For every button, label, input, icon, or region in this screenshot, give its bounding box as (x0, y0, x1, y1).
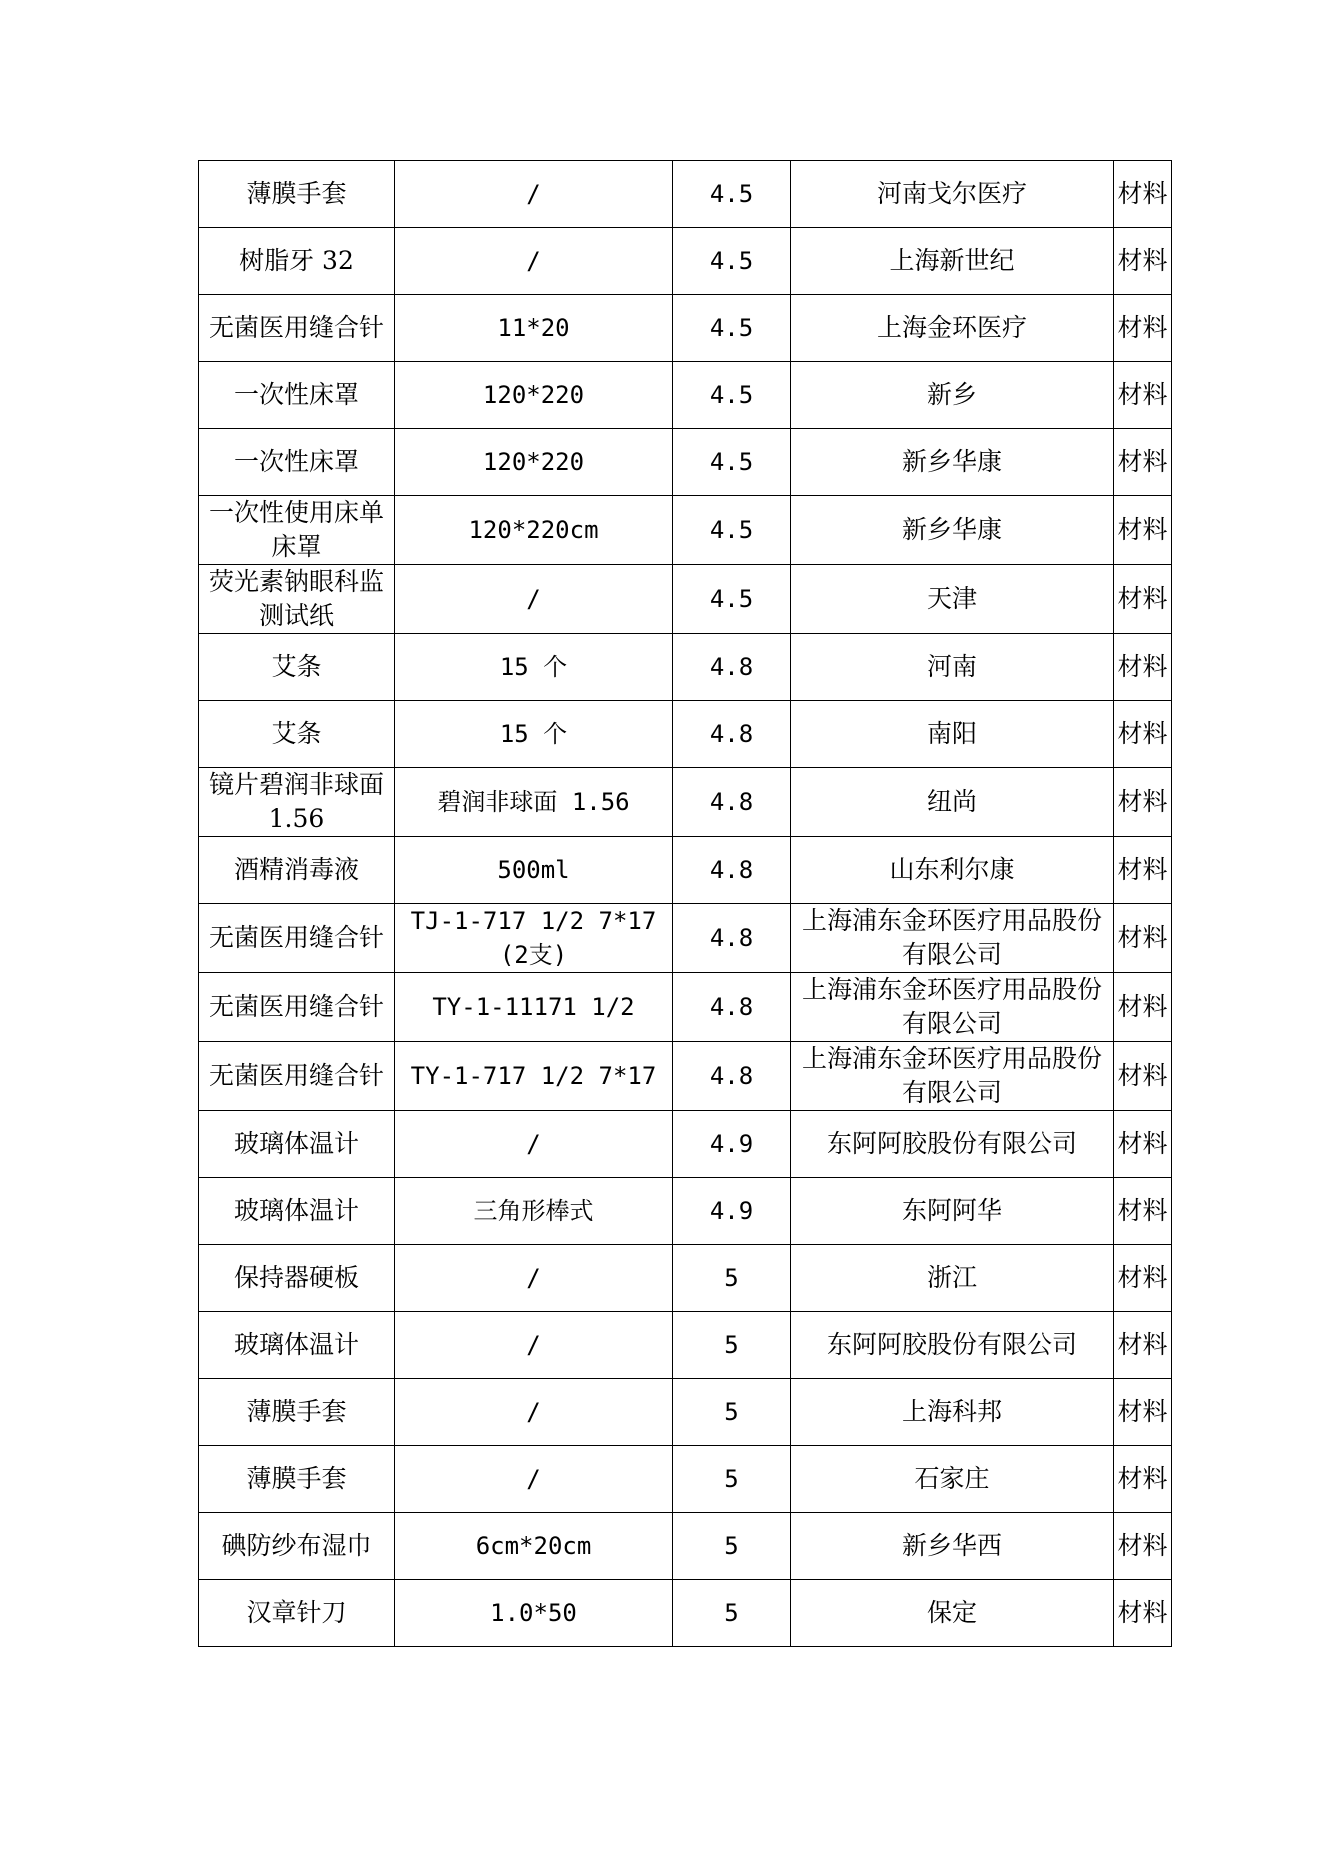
cell-price: 4.8 (673, 768, 791, 837)
cell-maker: 上海浦东金环医疗用品股份有限公司 (791, 1042, 1114, 1111)
cell-price: 4.5 (673, 228, 791, 295)
table-row (199, 565, 1172, 634)
cell-name: 汉章针刀 (199, 1580, 395, 1647)
table-row (199, 634, 1172, 701)
cell-price: 4.5 (673, 565, 791, 634)
cell-category: 材料 (1114, 1312, 1172, 1379)
table-row (199, 701, 1172, 768)
cell-maker: 东阿阿华 (791, 1178, 1114, 1245)
cell-maker: 上海金环医疗 (791, 295, 1114, 362)
cell-category: 材料 (1114, 362, 1172, 429)
cell-category: 材料 (1114, 1178, 1172, 1245)
cell-category: 材料 (1114, 161, 1172, 228)
cell-name: 玻璃体温计 (199, 1178, 395, 1245)
cell-category: 材料 (1114, 1446, 1172, 1513)
table-row (199, 1245, 1172, 1312)
table-row (199, 295, 1172, 362)
cell-price: 4.8 (673, 973, 791, 1042)
table-row (199, 429, 1172, 496)
cell-price: 5 (673, 1312, 791, 1379)
cell-category: 材料 (1114, 1111, 1172, 1178)
cell-price: 4.5 (673, 362, 791, 429)
cell-spec: / (395, 228, 673, 295)
cell-category: 材料 (1114, 837, 1172, 904)
cell-price: 4.9 (673, 1178, 791, 1245)
cell-name: 无菌医用缝合针 (199, 904, 395, 973)
cell-name: 玻璃体温计 (199, 1312, 395, 1379)
cell-spec: 500ml (395, 837, 673, 904)
cell-maker: 东阿阿胶股份有限公司 (791, 1111, 1114, 1178)
cell-price: 4.9 (673, 1111, 791, 1178)
cell-name: 无菌医用缝合针 (199, 1042, 395, 1111)
table-body (199, 161, 1172, 1647)
cell-category: 材料 (1114, 228, 1172, 295)
cell-maker: 上海科邦 (791, 1379, 1114, 1446)
table-row (199, 1446, 1172, 1513)
cell-name: 保持器硬板 (199, 1245, 395, 1312)
table-row (199, 837, 1172, 904)
cell-spec: / (395, 1446, 673, 1513)
cell-price: 4.5 (673, 429, 791, 496)
cell-spec: 1.0*50 (395, 1580, 673, 1647)
cell-category: 材料 (1114, 1245, 1172, 1312)
table-row (199, 973, 1172, 1042)
cell-price: 4.5 (673, 496, 791, 565)
cell-price: 4.5 (673, 295, 791, 362)
cell-price: 5 (673, 1580, 791, 1647)
cell-spec: 15 个 (395, 634, 673, 701)
cell-price: 4.8 (673, 1042, 791, 1111)
cell-spec: 碧润非球面 1.56 (395, 768, 673, 837)
cell-price: 4.8 (673, 634, 791, 701)
cell-spec: TY-1-11171 1/2 (395, 973, 673, 1042)
cell-spec: TJ-1-717 1/2 7*17(2支) (395, 904, 673, 973)
cell-maker: 新乡华康 (791, 496, 1114, 565)
cell-maker: 新乡 (791, 362, 1114, 429)
cell-price: 5 (673, 1513, 791, 1580)
cell-price: 4.8 (673, 904, 791, 973)
cell-maker: 上海浦东金环医疗用品股份有限公司 (791, 904, 1114, 973)
cell-category: 材料 (1114, 1513, 1172, 1580)
cell-spec: 120*220cm (395, 496, 673, 565)
cell-spec: 6cm*20cm (395, 1513, 673, 1580)
cell-maker: 新乡华西 (791, 1513, 1114, 1580)
cell-price: 5 (673, 1379, 791, 1446)
cell-name: 薄膜手套 (199, 1379, 395, 1446)
cell-name: 镜片碧润非球面 1.56 (199, 768, 395, 837)
cell-maker: 天津 (791, 565, 1114, 634)
table-row (199, 768, 1172, 837)
cell-maker: 南阳 (791, 701, 1114, 768)
cell-maker: 纽尚 (791, 768, 1114, 837)
cell-name: 树脂牙 32 (199, 228, 395, 295)
cell-category: 材料 (1114, 295, 1172, 362)
cell-name: 一次性使用床单床罩 (199, 496, 395, 565)
cell-category: 材料 (1114, 768, 1172, 837)
table-row (199, 1178, 1172, 1245)
cell-maker: 东阿阿胶股份有限公司 (791, 1312, 1114, 1379)
cell-spec: 15 个 (395, 701, 673, 768)
cell-name: 薄膜手套 (199, 1446, 395, 1513)
table-row (199, 904, 1172, 973)
table-row (199, 228, 1172, 295)
cell-name: 艾条 (199, 634, 395, 701)
cell-category: 材料 (1114, 1379, 1172, 1446)
cell-category: 材料 (1114, 701, 1172, 768)
cell-spec: / (395, 1379, 673, 1446)
cell-category: 材料 (1114, 634, 1172, 701)
cell-name: 荧光素钠眼科监测试纸 (199, 565, 395, 634)
cell-spec: 三角形棒式 (395, 1178, 673, 1245)
cell-name: 无菌医用缝合针 (199, 973, 395, 1042)
cell-category: 材料 (1114, 496, 1172, 565)
cell-price: 4.8 (673, 837, 791, 904)
cell-category: 材料 (1114, 973, 1172, 1042)
cell-spec: / (395, 1312, 673, 1379)
cell-spec: 120*220 (395, 429, 673, 496)
cell-spec: / (395, 1111, 673, 1178)
cell-name: 艾条 (199, 701, 395, 768)
cell-category: 材料 (1114, 1042, 1172, 1111)
cell-maker: 河南戈尔医疗 (791, 161, 1114, 228)
cell-name: 一次性床罩 (199, 362, 395, 429)
cell-name: 玻璃体温计 (199, 1111, 395, 1178)
cell-spec: / (395, 565, 673, 634)
cell-maker: 浙江 (791, 1245, 1114, 1312)
table-row (199, 362, 1172, 429)
cell-maker: 石家庄 (791, 1446, 1114, 1513)
cell-category: 材料 (1114, 429, 1172, 496)
table-row (199, 1580, 1172, 1647)
table-row (199, 1042, 1172, 1111)
table-row (199, 1379, 1172, 1446)
table-row (199, 496, 1172, 565)
cell-spec: / (395, 161, 673, 228)
cell-category: 材料 (1114, 1580, 1172, 1647)
cell-price: 4.8 (673, 701, 791, 768)
cell-spec: TY-1-717 1/2 7*17 (395, 1042, 673, 1111)
cell-maker: 保定 (791, 1580, 1114, 1647)
cell-spec: 11*20 (395, 295, 673, 362)
cell-maker: 河南 (791, 634, 1114, 701)
cell-name: 一次性床罩 (199, 429, 395, 496)
materials-table (198, 160, 1172, 1647)
cell-maker: 新乡华康 (791, 429, 1114, 496)
cell-price: 5 (673, 1446, 791, 1513)
cell-spec: / (395, 1245, 673, 1312)
cell-maker: 上海新世纪 (791, 228, 1114, 295)
table-row (199, 1513, 1172, 1580)
cell-maker: 上海浦东金环医疗用品股份有限公司 (791, 973, 1114, 1042)
table-row (199, 1312, 1172, 1379)
table-row (199, 161, 1172, 228)
cell-maker: 山东利尔康 (791, 837, 1114, 904)
cell-spec: 120*220 (395, 362, 673, 429)
table-row (199, 1111, 1172, 1178)
cell-category: 材料 (1114, 904, 1172, 973)
cell-name: 无菌医用缝合针 (199, 295, 395, 362)
cell-name: 酒精消毒液 (199, 837, 395, 904)
cell-price: 5 (673, 1245, 791, 1312)
cell-name: 薄膜手套 (199, 161, 395, 228)
cell-category: 材料 (1114, 565, 1172, 634)
cell-name: 碘防纱布湿巾 (199, 1513, 395, 1580)
cell-price: 4.5 (673, 161, 791, 228)
